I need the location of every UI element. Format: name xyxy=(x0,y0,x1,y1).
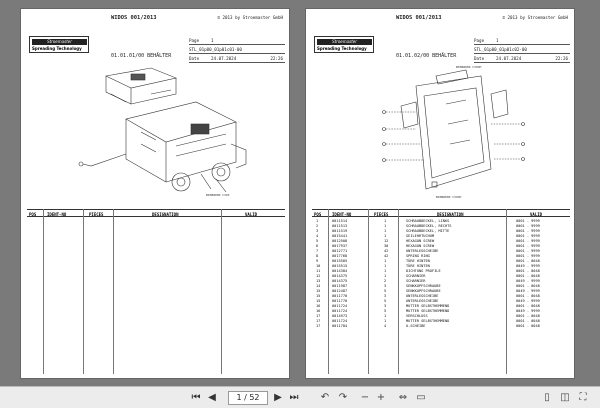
row-ident: 0011724 xyxy=(332,304,348,308)
row-ident: 0012508 xyxy=(332,239,348,243)
logo-brand: Stroemaster xyxy=(32,39,87,45)
row-ident: 0015505 xyxy=(332,259,348,263)
single-page-icon[interactable]: ▯ xyxy=(544,392,550,403)
page-title: WIDOS 001/2013 xyxy=(396,15,442,21)
row-pieces: 5 xyxy=(384,309,387,313)
svg-text:B03BW000 C3XXH: B03BW000 C3XXH xyxy=(456,65,482,69)
row-designation: SCHARNIER xyxy=(406,279,426,283)
row-valid: 0001 - 0048 xyxy=(516,294,540,298)
row-designation: VERSCHLUSS xyxy=(406,314,428,318)
row-pos: 2 xyxy=(316,224,319,228)
row-designation: SCHARNIER xyxy=(406,274,426,278)
row-designation: TÜRE HINTEN xyxy=(406,264,430,268)
page-label: Page xyxy=(474,38,485,43)
row-designation: SENKKOPFSCHRAUBE xyxy=(406,284,441,288)
row-pieces: 42 xyxy=(384,249,389,253)
page-value: 1 xyxy=(496,38,499,43)
info-row-doc xyxy=(474,46,570,54)
row-ident: 0011770 xyxy=(332,294,348,298)
row-pieces: 1 xyxy=(384,224,387,228)
col-designation: DESIGNATION xyxy=(437,211,464,217)
row-designation: TÜRE HINTEN xyxy=(406,259,430,263)
info-row-page xyxy=(189,37,285,45)
row-pos: 15 xyxy=(316,299,321,303)
row-pos: 5 xyxy=(316,239,319,243)
back-icon[interactable]: ↶ xyxy=(320,392,330,403)
row-pos: 17 xyxy=(316,319,321,323)
row-designation: HEXAGON SCREW xyxy=(406,244,435,248)
row-pos: 11 xyxy=(316,269,321,273)
page-value: 1 xyxy=(211,38,214,43)
svg-text:B03BW000 C3XX: B03BW000 C3XX xyxy=(206,193,230,197)
row-valid: 0001 - 9999 xyxy=(516,244,540,248)
row-ident: 0012487 xyxy=(332,289,348,293)
row-valid: 0001 - 9999 xyxy=(516,219,540,223)
page-number-input[interactable]: 1 / 52 xyxy=(228,391,268,405)
row-pieces: 1 xyxy=(384,319,387,323)
page-label: Page xyxy=(189,38,200,43)
info-row-doc xyxy=(189,46,285,54)
row-valid: 0001 - 0048 xyxy=(516,319,540,323)
row-valid: 0001 - 0048 xyxy=(516,274,540,278)
fit-page-icon[interactable]: ▭ xyxy=(416,392,426,403)
row-valid: 0001 - 0048 xyxy=(516,324,540,328)
section-title: 01.01.01/00 BEHÄLTER xyxy=(111,53,172,59)
row-pieces: 3 xyxy=(384,304,387,308)
row-pieces: 1 xyxy=(384,314,387,318)
logo-brand: Stroemaster xyxy=(317,39,372,45)
row-pos: 15 xyxy=(316,294,321,298)
col-pos: POS xyxy=(29,211,37,217)
date-label: Date xyxy=(189,56,200,61)
row-valid: 0049 - 9999 xyxy=(516,289,540,293)
row-ident: 0014375 xyxy=(332,274,348,278)
row-valid: 0001 - 9999 xyxy=(516,254,540,258)
row-designation: MUTTER SELBSTHEMMEND xyxy=(406,319,450,323)
row-designation: MUTTER SELBSTHEMMEND xyxy=(406,309,450,313)
zoom-out-icon[interactable]: − xyxy=(360,392,370,403)
table-row xyxy=(312,324,570,329)
col-pieces: PIECES xyxy=(89,211,104,217)
section-title: 01.01.02/00 BEHÄLTER xyxy=(396,53,457,59)
fit-width-icon[interactable]: ⇔ xyxy=(398,392,408,403)
row-pos: 16 xyxy=(316,309,321,313)
row-pieces: 42 xyxy=(384,254,389,258)
row-ident: 0017937 xyxy=(332,244,348,248)
pdf-page-right xyxy=(305,8,575,379)
row-pieces: 5 xyxy=(384,299,387,303)
col-pieces: PIECES xyxy=(374,211,389,217)
page-title: WIDOS 001/2013 xyxy=(111,15,157,21)
date-label: Date xyxy=(474,56,485,61)
row-pos: 8 xyxy=(316,254,319,258)
row-valid: 0001 - 9999 xyxy=(516,239,540,243)
row-ident: 0011770 xyxy=(332,299,348,303)
row-valid: 0049 - 9999 xyxy=(516,309,540,313)
parts-table-header xyxy=(27,209,285,217)
fullscreen-icon[interactable]: ⛶ xyxy=(579,392,587,403)
col-valid: VALID xyxy=(530,211,543,217)
parts-table-header xyxy=(312,209,570,217)
row-pieces: 1 xyxy=(384,234,387,238)
row-pos: 12 xyxy=(316,274,321,278)
row-valid: 0001 - 0048 xyxy=(516,259,540,263)
copyright: © 2013 by Stroemaster GmbH xyxy=(502,15,568,20)
row-valid: 0001 - 0048 xyxy=(516,314,540,318)
row-pos: 10 xyxy=(316,264,321,268)
row-ident: 0011514 xyxy=(332,219,348,223)
row-ident: 0011724 xyxy=(332,309,348,313)
row-pos: 1 xyxy=(316,219,319,223)
row-ident: 0017768 xyxy=(332,254,348,258)
last-page-icon[interactable]: ⏭ xyxy=(289,392,299,403)
row-pieces: 4 xyxy=(384,324,387,328)
row-designation: SEILEHRTUCHUM xyxy=(406,234,435,238)
row-ident: 0011519 xyxy=(332,229,348,233)
row-ident: 0015441 xyxy=(332,234,348,238)
row-designation: SCHRAUBDECKEL, RECHTS xyxy=(406,224,452,228)
col-pos: POS xyxy=(314,211,322,217)
row-pos: 4 xyxy=(316,234,319,238)
row-ident: 0014375 xyxy=(332,279,348,283)
row-valid: 0001 - 0048 xyxy=(516,304,540,308)
row-valid: 0001 - 9999 xyxy=(516,234,540,238)
svg-text:B03BW000 C3XXH: B03BW000 C3XXH xyxy=(436,195,462,199)
row-designation: DICHTUNG PROFILE xyxy=(406,269,441,273)
info-box xyxy=(474,37,570,65)
next-page-icon[interactable]: ▶ xyxy=(274,392,282,403)
row-valid: 0001 - 9999 xyxy=(516,249,540,253)
row-designation: SPRING RING xyxy=(406,254,430,258)
time-value: 22:26 xyxy=(270,56,283,61)
row-pos: 3 xyxy=(316,229,319,233)
row-valid: 0001 - 9999 xyxy=(516,224,540,228)
row-valid: 0049 - 9999 xyxy=(516,264,540,268)
info-box xyxy=(189,37,285,65)
row-designation: UNTERLEGSCHEIBE xyxy=(406,294,439,298)
time-value: 22:26 xyxy=(555,56,568,61)
row-ident: 0011513 xyxy=(332,224,348,228)
row-valid: 0049 - 9999 xyxy=(516,299,540,303)
row-pos: 6 xyxy=(316,244,319,248)
info-row-date xyxy=(474,55,570,63)
first-page-icon[interactable]: ⏮ xyxy=(191,392,201,403)
row-pieces: 1 xyxy=(384,229,387,233)
row-pos: 17 xyxy=(316,324,321,328)
row-designation: SCHRAUBDECKEL, MITTE xyxy=(406,229,450,233)
row-ident: 0015515 xyxy=(332,264,348,268)
company-logo xyxy=(314,36,374,53)
row-pos: 15 xyxy=(316,289,321,293)
row-pos: 14 xyxy=(316,284,321,288)
row-designation: HEXAGON SCREW xyxy=(406,239,435,243)
zoom-in-icon[interactable]: + xyxy=(376,392,386,403)
row-pos: 17 xyxy=(316,314,321,318)
row-pos: 16 xyxy=(316,304,321,308)
row-ident: 0014384 xyxy=(332,269,348,273)
rear-door-drawing xyxy=(316,64,566,204)
pdf-toolbar xyxy=(0,386,600,408)
row-ident: 0014973 xyxy=(332,314,348,318)
logo-tagline: Spreading Technology xyxy=(32,46,82,51)
row-pieces: 2 xyxy=(384,279,387,283)
parts-table-body xyxy=(312,219,570,329)
row-pieces: 3 xyxy=(384,294,387,298)
row-designation: U-SCHEIBE xyxy=(406,324,426,328)
logo-tagline: Spreading Technology xyxy=(317,46,367,51)
pdf-page-left xyxy=(20,8,290,379)
info-row-page xyxy=(474,37,570,45)
row-pos: 7 xyxy=(316,249,319,253)
row-valid: 0001 - 9999 xyxy=(516,229,540,233)
forward-icon[interactable]: ↷ xyxy=(338,392,348,403)
row-pieces: 5 xyxy=(384,289,387,293)
row-pieces: 1 xyxy=(384,264,387,268)
row-ident: 0011724 xyxy=(332,319,348,323)
row-pos: 9 xyxy=(316,259,319,263)
two-page-icon[interactable]: ◫ xyxy=(560,392,570,403)
doc-id: STL_01p00_01p01c02-00 xyxy=(474,47,527,52)
doc-id: STL_01p00_01p01c01-00 xyxy=(189,47,242,52)
date-value: 24.07.2024 xyxy=(211,56,237,61)
row-valid: 0049 - 9999 xyxy=(516,279,540,283)
prev-page-icon[interactable]: ◀ xyxy=(208,392,216,403)
row-pieces: 3 xyxy=(384,284,387,288)
row-pieces: 1 xyxy=(384,259,387,263)
row-designation: UNTERLEGSCHEIBE xyxy=(406,299,439,303)
row-pieces: 1 xyxy=(384,219,387,223)
company-logo xyxy=(29,36,89,53)
row-designation: SENKKOPFSCHRAUBE xyxy=(406,289,441,293)
row-ident: 0012771 xyxy=(332,249,348,253)
col-ident: IDENT-NO xyxy=(47,211,67,217)
col-valid: VALID xyxy=(245,211,258,217)
row-designation: UNTERLEGSCHEIBE xyxy=(406,249,439,253)
row-designation: MUTTER SELBSTHEMMEND xyxy=(406,304,450,308)
row-valid: 0001 - 0048 xyxy=(516,269,540,273)
row-pieces: 1 xyxy=(384,269,387,273)
row-pieces: 12 xyxy=(384,239,389,243)
row-designation: SCHRAUBDECKEL, LINKS xyxy=(406,219,450,223)
row-valid: 0001 - 0048 xyxy=(516,284,540,288)
spreader-drawing xyxy=(31,64,281,204)
row-ident: 0011784 xyxy=(332,324,348,328)
col-designation: DESIGNATION xyxy=(152,211,179,217)
row-pieces: 30 xyxy=(384,244,389,248)
row-ident: 0011987 xyxy=(332,284,348,288)
col-ident: IDENT-NO xyxy=(332,211,352,217)
date-value: 24.07.2024 xyxy=(496,56,522,61)
copyright: © 2013 by Stroemaster GmbH xyxy=(217,15,283,20)
row-pieces: 1 xyxy=(384,274,387,278)
info-row-date xyxy=(189,55,285,63)
row-pos: 13 xyxy=(316,279,321,283)
